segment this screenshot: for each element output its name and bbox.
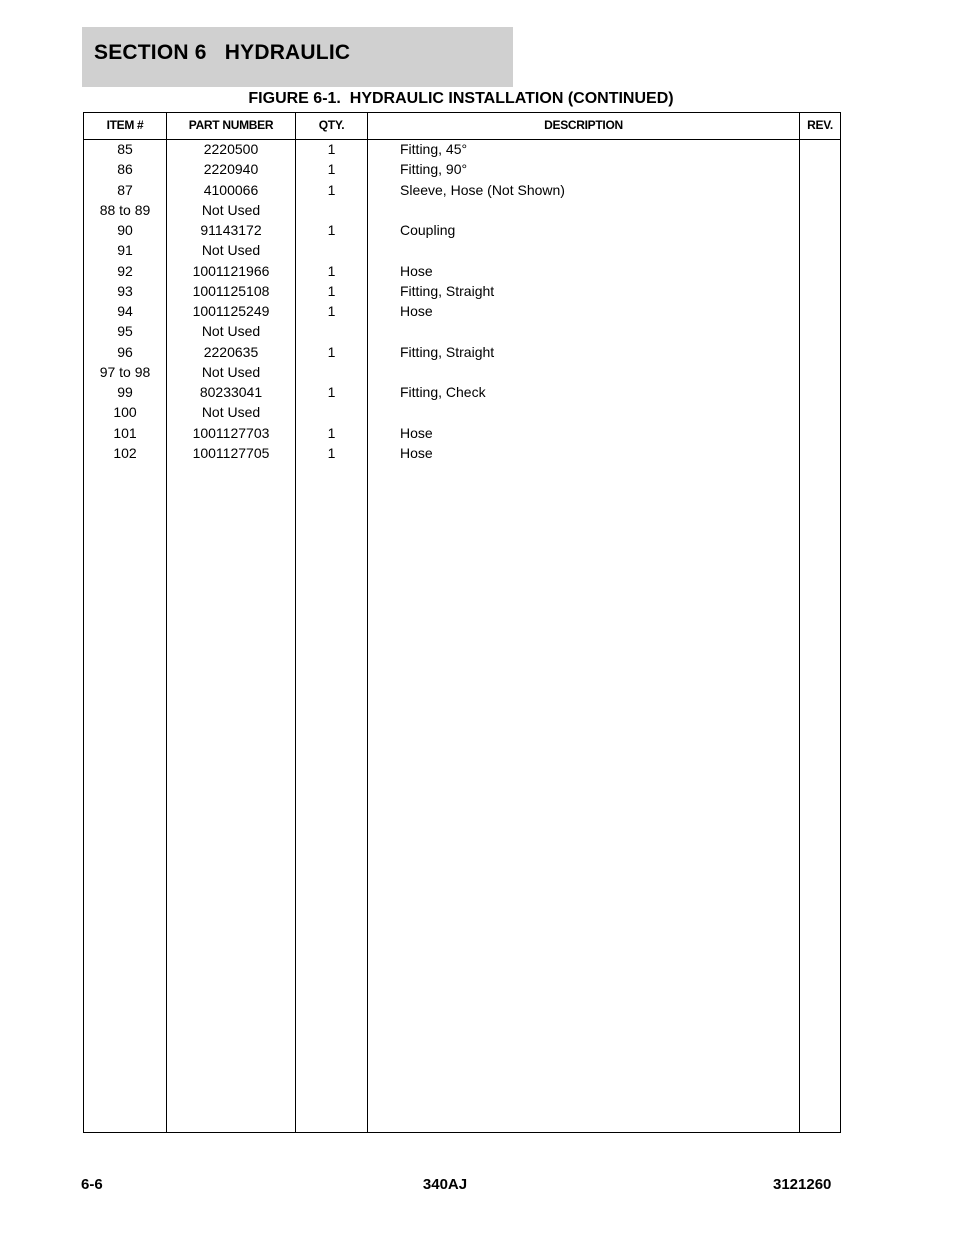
cell-part-number: 1001127703 [192,424,270,441]
cell-part-number: 2220940 [203,161,259,178]
table-row [84,282,840,302]
cell-qty: 1 [327,161,336,178]
parts-table [83,112,841,1133]
table-row [84,221,840,241]
cell-qty: 1 [327,424,336,441]
cell-item: 93 [117,282,133,299]
cell-part-number: 1001125249 [192,303,270,319]
cell-item: 92 [117,262,133,279]
cell-part-number: 1001121966 [192,262,270,279]
cell-rev [800,221,840,241]
cell-rev [800,181,840,201]
cell-rev [800,140,840,160]
cell-rev [800,383,840,403]
cell-description: Fitting, 90° [400,161,468,178]
cell-rev [800,343,840,363]
column-header-rev: REV. [807,118,833,132]
cell-part-number: Not Used [201,242,261,259]
cell-rev [800,282,840,302]
cell-description [400,201,800,221]
cell-qty [296,241,367,261]
table-header-row [84,113,840,140]
cell-description: Hose [400,303,433,319]
column-header-item: ITEM # [106,118,144,132]
cell-qty: 1 [327,303,336,319]
cell-rev [800,444,840,464]
cell-rev [800,363,840,383]
table-row [84,363,840,383]
table-row [84,241,840,261]
table-row [84,383,840,403]
cell-part-number: 1001125108 [192,282,270,299]
cell-qty: 1 [327,343,336,360]
table-row [84,160,840,180]
cell-qty [296,322,367,342]
table-row [84,181,840,201]
cell-part-number: Not Used [201,201,261,218]
cell-item: 86 [117,161,133,178]
cell-item: 90 [117,222,133,238]
cell-description: Coupling [400,222,456,238]
cell-item: 99 [117,384,133,400]
cell-description: Fitting, Straight [400,282,495,299]
cell-qty: 1 [327,181,336,198]
cell-qty [296,363,367,383]
cell-description: Fitting, Check [400,384,486,400]
cell-part-number: 91143172 [200,222,262,238]
cell-description: Hose [400,262,433,279]
cell-description: Hose [400,444,433,461]
cell-rev [800,322,840,342]
table-row [84,343,840,363]
footer-doc-number: 3121260 [773,1176,832,1193]
cell-part-number: Not Used [201,323,261,340]
cell-item: 88 to 89 [99,201,151,218]
cell-qty: 1 [327,141,336,157]
cell-item: 96 [117,343,133,360]
cell-item: 94 [117,303,133,319]
cell-part-number: Not Used [201,363,261,380]
section-banner [82,27,513,87]
cell-item: 91 [117,242,133,259]
column-header-description: DESCRIPTION [544,118,623,132]
table-row [84,403,840,423]
table-row [84,201,840,221]
cell-qty: 1 [327,282,336,299]
cell-rev [800,241,840,261]
cell-description [400,403,800,423]
cell-item: 102 [113,444,137,461]
cell-item: 101 [113,424,137,441]
cell-rev [800,201,840,221]
cell-qty: 1 [327,262,336,279]
cell-description: Fitting, Straight [400,343,495,360]
cell-qty [296,403,367,423]
cell-part-number: 4100066 [203,181,259,198]
cell-item: 97 to 98 [99,363,151,380]
cell-item: 85 [117,141,133,157]
cell-rev [800,302,840,322]
footer-page-number: 6-6 [81,1176,103,1193]
cell-description [400,241,800,261]
cell-item: 95 [117,323,133,340]
column-header-qty: QTY. [318,118,345,132]
cell-description: Fitting, 45° [400,141,468,157]
footer-model: 340AJ [422,1176,468,1193]
cell-rev [800,160,840,180]
cell-item: 87 [117,181,133,198]
cell-description: Sleeve, Hose (Not Shown) [400,181,565,198]
cell-part-number: 1001127705 [192,444,270,461]
cell-part-number: 2220635 [203,343,259,360]
column-header-part-number: PART NUMBER [188,118,274,132]
cell-description [400,322,800,342]
table-row [84,302,840,322]
cell-rev [800,262,840,282]
table-row [84,140,840,160]
section-title: SECTION 6 HYDRAULIC [94,41,351,64]
cell-description: Hose [400,424,433,441]
table-row [84,424,840,444]
cell-qty [296,201,367,221]
cell-description [400,363,800,383]
table-row [84,322,840,342]
cell-qty: 1 [327,444,336,461]
cell-part-number: Not Used [201,404,261,421]
cell-part-number: 80233041 [199,384,263,400]
table-row [84,262,840,282]
cell-rev [800,424,840,444]
cell-rev [800,403,840,423]
cell-qty: 1 [327,384,336,400]
cell-item: 100 [113,404,137,421]
figure-title: FIGURE 6-1. HYDRAULIC INSTALLATION (CONTINUED) [248,90,674,107]
cell-part-number: 2220500 [203,141,259,157]
table-row [84,444,840,464]
cell-qty: 1 [327,222,336,238]
